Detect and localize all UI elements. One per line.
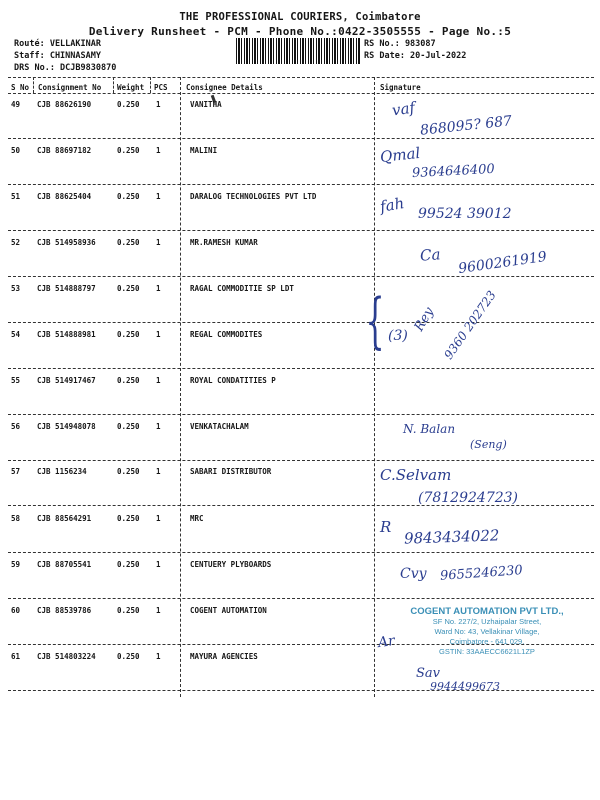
row-weight: 0.250 — [117, 422, 140, 431]
handwritten-initials: vaf — [390, 98, 417, 120]
row-consignee-name: REGAL COMMODITES — [190, 330, 263, 339]
row-weight: 0.250 — [117, 467, 140, 476]
row-consignee-name: DARALOG TECHNOLOGIES PVT LTD — [190, 192, 317, 201]
row-pieces: 1 — [156, 238, 161, 247]
row-consignee-name: RAGAL COMMODITIE SP LDT — [190, 284, 294, 293]
row-pieces: 1 — [156, 376, 161, 385]
row-pieces: 1 — [156, 514, 161, 523]
row-pieces: 1 — [156, 192, 161, 201]
header-bottom-rule — [8, 93, 594, 94]
row-consignment-number: CJB 514958936 — [37, 238, 96, 247]
row-divider — [8, 414, 594, 415]
handwritten-note: (Seng) — [470, 438, 507, 451]
row-consignee-name: MALINI — [190, 146, 218, 155]
row-consignment-number: CJB 88626190 — [37, 100, 92, 109]
row-divider — [8, 460, 594, 461]
handwritten-phone: 9600261919 — [457, 248, 548, 278]
column-header-consignment: Consignment No — [38, 83, 102, 92]
row-divider — [8, 552, 594, 553]
handwritten-phone: 9364646400 — [411, 161, 496, 182]
row-serial-number: 49 — [11, 100, 21, 109]
row-serial-number: 51 — [11, 192, 21, 201]
row-divider — [8, 368, 594, 369]
row-weight: 0.250 — [117, 238, 140, 247]
handwritten-brace: { — [365, 286, 385, 356]
row-weight: 0.250 — [117, 376, 140, 385]
row-consignment-number: CJB 88697182 — [37, 146, 92, 155]
rs-date: RS Date: 20-Jul-2022 — [364, 51, 467, 61]
row-divider — [8, 230, 594, 231]
stamp-address-line: Ward No: 43, Vellakinar Village, — [434, 627, 540, 636]
row-weight: 0.250 — [117, 514, 140, 523]
row-pieces: 1 — [156, 560, 161, 569]
handwritten-phone: 9843434022 — [403, 526, 500, 548]
row-consignment-number: CJB 514888981 — [37, 330, 96, 339]
row-weight: 0.250 — [117, 192, 140, 201]
stamp-address-line: SF No. 227/2, Uzhaipalar Street, — [432, 617, 542, 626]
row-consignee-name: ROYAL CONDATITIES P — [190, 376, 276, 385]
handwritten-phone: 9655246230 — [439, 563, 524, 584]
handwritten-initials: Qmal — [379, 143, 422, 167]
route-label: Routé: VELLAKINAR — [14, 39, 101, 49]
row-consignment-number: CJB 514917467 — [37, 376, 96, 385]
row-pieces: 1 — [156, 100, 161, 109]
drs-number: DRS No.: DCJB9830870 — [14, 63, 117, 73]
row-consignment-number: CJB 1156234 — [37, 467, 87, 476]
row-serial-number: 50 — [11, 146, 21, 155]
barcode — [236, 38, 360, 64]
column-divider — [180, 77, 181, 697]
row-divider — [8, 598, 594, 599]
handwritten-initials: Ar — [376, 632, 396, 652]
row-serial-number: 55 — [11, 376, 21, 385]
row-weight: 0.250 — [117, 284, 140, 293]
column-divider — [374, 77, 375, 697]
column-divider — [113, 77, 114, 93]
row-pieces: 1 — [156, 652, 161, 661]
row-serial-number: 60 — [11, 606, 21, 615]
row-weight: 0.250 — [117, 146, 140, 155]
row-serial-number: 57 — [11, 467, 21, 476]
row-serial-number: 59 — [11, 560, 21, 569]
row-weight: 0.250 — [117, 330, 140, 339]
column-header-pcs: PCS — [154, 83, 168, 92]
row-serial-number: 58 — [11, 514, 21, 523]
handwritten-name: N. Balan — [403, 422, 456, 436]
row-consignment-number: CJB 88539786 — [37, 606, 92, 615]
stamp-address-line: Coimbatore - 641 029. — [449, 637, 525, 646]
row-pieces: 1 — [156, 146, 161, 155]
handwritten-initials: R — [380, 518, 392, 536]
table-top-rule — [8, 77, 594, 78]
handwritten-initials: (3) — [388, 328, 408, 344]
column-divider — [150, 77, 151, 93]
row-pieces: 1 — [156, 467, 161, 476]
handwritten-initials: Cvy — [400, 566, 427, 582]
row-divider — [8, 138, 594, 139]
row-consignment-number: CJB 88625404 — [37, 192, 92, 201]
row-consignment-number: CJB 514803224 — [37, 652, 96, 661]
company-stamp — [398, 606, 576, 657]
handwritten-phone: (7812924723) — [418, 490, 518, 506]
handwritten-phone: 9360 202723 — [441, 288, 499, 362]
row-consignee-name: MRC — [190, 514, 204, 523]
row-consignee-name: VENKATACHALAM — [190, 422, 249, 431]
row-pieces: 1 — [156, 330, 161, 339]
row-serial-number: 52 — [11, 238, 21, 247]
row-weight: 0.250 — [117, 652, 140, 661]
row-consignment-number: CJB 514948078 — [37, 422, 96, 431]
row-pieces: 1 — [156, 284, 161, 293]
row-consignment-number: CJB 88705541 — [37, 560, 92, 569]
row-pieces: 1 — [156, 422, 161, 431]
row-consignee-name: MAYURA AGENCIES — [190, 652, 258, 661]
row-divider — [8, 322, 594, 323]
rs-number: RS No.: 983087 — [364, 39, 436, 49]
handwritten-phone: 99524 39012 — [418, 206, 512, 222]
handwritten-initials: Sav — [416, 666, 441, 681]
stamp-gstin: GSTIN: 33AAECC6621L1ZP — [439, 647, 535, 656]
row-divider — [8, 690, 594, 691]
row-consignment-number: CJB 514888797 — [37, 284, 96, 293]
row-weight: 0.250 — [117, 606, 140, 615]
row-consignee-name: COGENT AUTOMATION — [190, 606, 267, 615]
row-consignee-name: MR.RAMESH KUMAR — [190, 238, 258, 247]
stamp-company-name: COGENT AUTOMATION PVT LTD., — [410, 606, 564, 617]
handwritten-initials: C.Selvam — [380, 466, 452, 484]
handwritten-initials: fah — [378, 194, 406, 216]
column-header-signature: Signature — [380, 83, 421, 92]
column-divider — [33, 77, 34, 93]
handwritten-initials: Ca — [419, 245, 442, 265]
handwritten-phone: 9944499673 — [430, 680, 500, 693]
row-pieces: 1 — [156, 606, 161, 615]
report-subtitle: Delivery Runsheet - PCM - Phone No.:0422-3505555 - Page No.:5 — [88, 25, 512, 38]
row-weight: 0.250 — [117, 560, 140, 569]
column-header-sno: S No — [11, 83, 30, 92]
row-consignee-name: SABARI DISTRIBUTOR — [190, 467, 272, 476]
handwritten-initials: Rey — [411, 304, 438, 335]
row-serial-number: 61 — [11, 652, 21, 661]
report-title: THE PROFESSIONAL COURIERS, Coimbatore — [179, 11, 421, 23]
column-header-consignee: Consignee Details — [186, 83, 263, 92]
row-divider — [8, 184, 594, 185]
row-serial-number: 54 — [11, 330, 21, 339]
row-serial-number: 53 — [11, 284, 21, 293]
row-weight: 0.250 — [117, 100, 140, 109]
column-header-weight: Weight — [117, 83, 145, 92]
handwritten-phone: 868095? 687 — [419, 113, 513, 139]
staff-label: Staff: CHINNASAMY — [14, 51, 101, 61]
row-serial-number: 56 — [11, 422, 21, 431]
row-consignee-name: CENTUERY PLYBOARDS — [190, 560, 272, 569]
row-consignee-name: VANITHA — [190, 100, 222, 109]
row-divider — [8, 276, 594, 277]
row-consignment-number: CJB 88564291 — [37, 514, 92, 523]
